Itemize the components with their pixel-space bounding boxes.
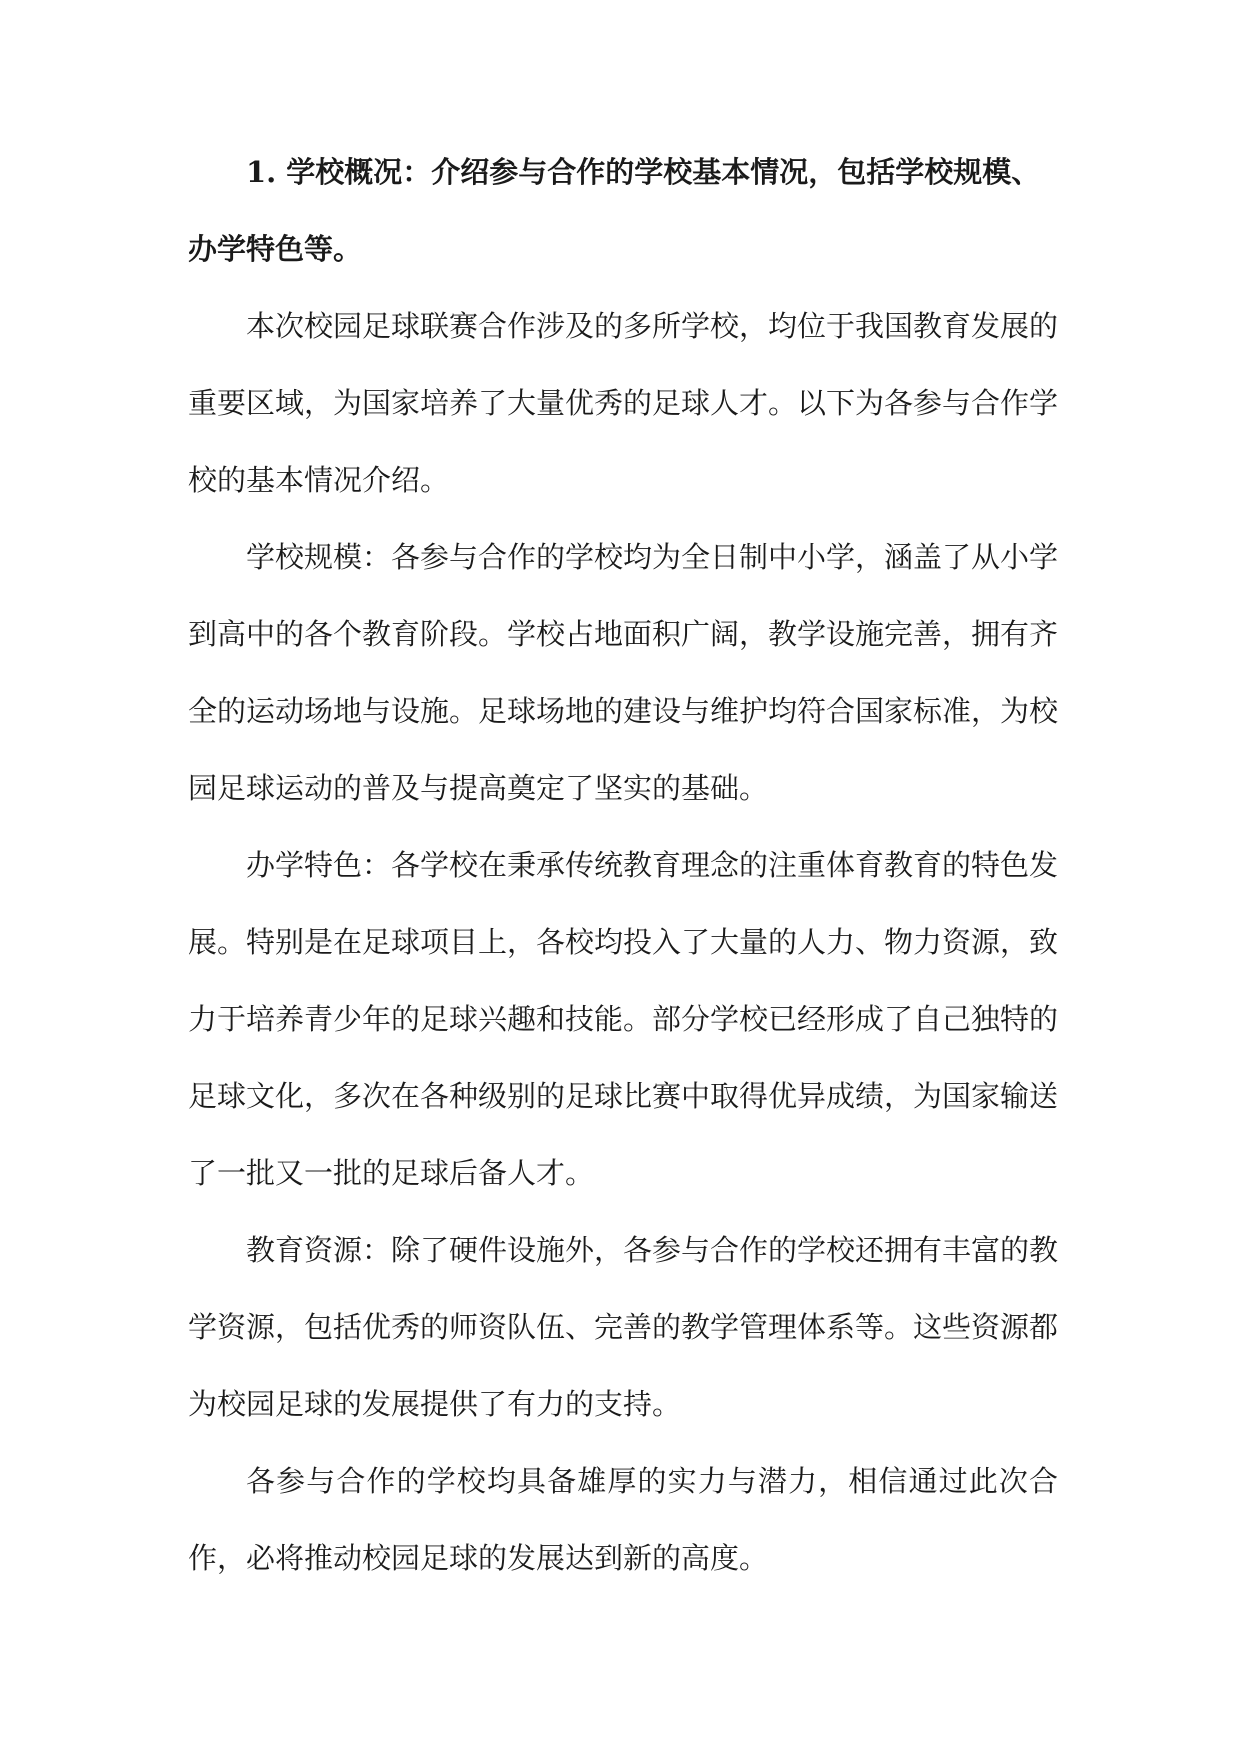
paragraph-conclusion: 各参与合作的学校均具备雄厚的实力与潜力，相信通过此次合作，必将推动校园足球的发展达到新的高度。 [188,1464,1058,1575]
document-page [188,134,1058,1597]
section-heading-text: 学校概况：介绍参与合作的学校基本情况，包括学校规模、办学特色等。 [188,155,1041,266]
section-heading [188,134,1058,288]
paragraph-school-scale: 学校规模：各参与合作的学校均为全日制中小学，涵盖了从小学到高中的各个教育阶段。学校占地面积广阔，教学设施完善，拥有齐全的运动场地与设施。足球场地的建设与维护均符合国家标准，为校园足球运动的普及与提高奠定了坚实的基础。 [188,540,1059,805]
section-number: 1. [246,155,277,189]
paragraph-intro: 本次校园足球联赛合作涉及的多所学校，均位于我国教育发展的重要区域，为国家培养了大量优秀的足球人才。以下为各参与合作学校的基本情况介绍。 [188,309,1059,497]
paragraph-education-resources: 教育资源：除了硬件设施外，各参与合作的学校还拥有丰富的教学资源，包括优秀的师资队伍、完善的教学管理体系等。这些资源都为校园足球的发展提供了有力的支持。 [188,1233,1059,1421]
paragraph-school-features: 办学特色：各学校在秉承传统教育理念的注重体育教育的特色发展。特别是在足球项目上，各校均投入了大量的人力、物力资源，致力于培养青少年的足球兴趣和技能。部分学校已经形成了自己独特的足球文化，多次在各种级别的足球比赛中取得优异成绩，为国家输送了一批又一批的足球后备人才。 [188,848,1059,1190]
